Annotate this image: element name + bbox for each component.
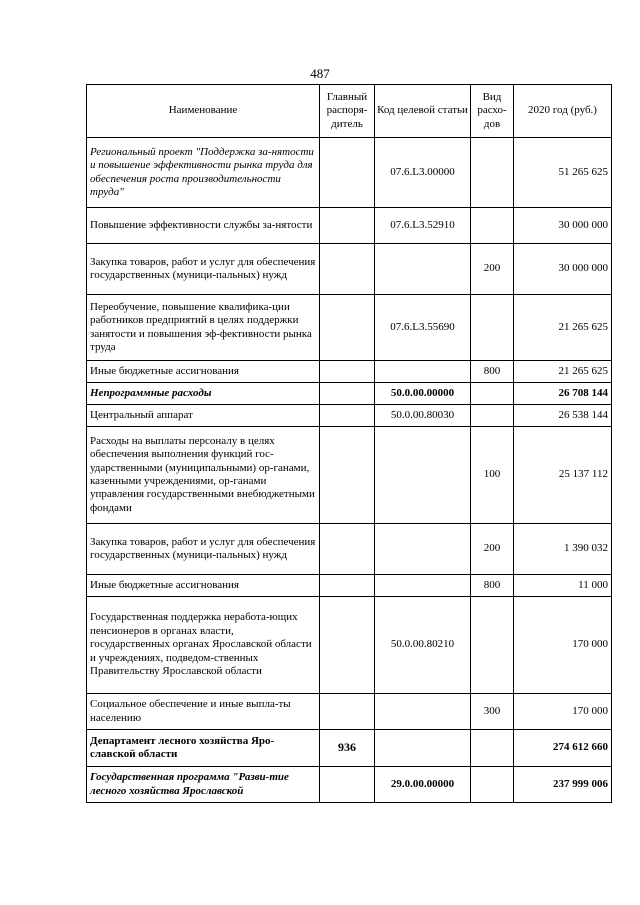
row-kind: 300 bbox=[471, 694, 514, 730]
row-amount: 25 137 112 bbox=[514, 427, 612, 524]
table-body bbox=[87, 138, 612, 803]
row-code bbox=[375, 575, 471, 597]
row-code bbox=[375, 694, 471, 730]
row-amount: 170 000 bbox=[514, 597, 612, 694]
table-row bbox=[87, 208, 612, 244]
row-admin bbox=[320, 208, 375, 244]
row-name: Иные бюджетные ассигнования bbox=[87, 575, 320, 597]
row-name: Переобучение, повышение квалифика-ции работников предприятий в целях поддержки занятости и повышения эф-фективности рынка труда bbox=[87, 295, 320, 361]
row-code: 50.0.00.00000 bbox=[375, 383, 471, 405]
row-kind: 200 bbox=[471, 244, 514, 295]
row-name: Иные бюджетные ассигнования bbox=[87, 361, 320, 383]
row-kind: 800 bbox=[471, 575, 514, 597]
table-row bbox=[87, 767, 612, 803]
row-admin bbox=[320, 405, 375, 427]
row-name: Государственная программа "Разви-тие лесного хозяйства Ярославской bbox=[87, 767, 320, 803]
row-amount: 274 612 660 bbox=[514, 730, 612, 767]
row-admin bbox=[320, 295, 375, 361]
row-amount: 51 265 625 bbox=[514, 138, 612, 208]
row-name: Закупка товаров, работ и услуг для обеспечения государственных (муници-пальных) нужд bbox=[87, 524, 320, 575]
row-name: Социальное обеспечение и иные выпла-ты населению bbox=[87, 694, 320, 730]
row-admin bbox=[320, 597, 375, 694]
row-code: 29.0.00.00000 bbox=[375, 767, 471, 803]
table-row bbox=[87, 405, 612, 427]
table-row bbox=[87, 694, 612, 730]
table-row bbox=[87, 244, 612, 295]
row-code: 50.0.00.80030 bbox=[375, 405, 471, 427]
row-name: Закупка товаров, работ и услуг для обеспечения государственных (муници-пальных) нужд bbox=[87, 244, 320, 295]
table-row bbox=[87, 730, 612, 767]
header-code: Код целевой статьи bbox=[375, 85, 471, 138]
row-code bbox=[375, 244, 471, 295]
table-header bbox=[87, 85, 612, 138]
row-amount: 170 000 bbox=[514, 694, 612, 730]
row-amount: 30 000 000 bbox=[514, 244, 612, 295]
table-row bbox=[87, 383, 612, 405]
header-row bbox=[87, 85, 612, 138]
row-kind bbox=[471, 597, 514, 694]
row-code: 07.6.L3.00000 bbox=[375, 138, 471, 208]
row-kind bbox=[471, 208, 514, 244]
row-amount: 11 000 bbox=[514, 575, 612, 597]
budget-table bbox=[86, 84, 612, 803]
row-kind bbox=[471, 767, 514, 803]
row-code bbox=[375, 524, 471, 575]
row-admin bbox=[320, 138, 375, 208]
row-name: Региональный проект "Поддержка за-нятости и повышение эффективности рынка труда для обеспечения роста производительности труда" bbox=[87, 138, 320, 208]
row-amount: 21 265 625 bbox=[514, 295, 612, 361]
row-kind: 200 bbox=[471, 524, 514, 575]
row-amount: 21 265 625 bbox=[514, 361, 612, 383]
header-amount: 2020 год (руб.) bbox=[514, 85, 612, 138]
table-row bbox=[87, 295, 612, 361]
row-code bbox=[375, 361, 471, 383]
page-number: 487 bbox=[310, 66, 330, 81]
row-admin bbox=[320, 383, 375, 405]
row-name: Департамент лесного хозяйства Яро-славской области bbox=[87, 730, 320, 767]
row-admin bbox=[320, 524, 375, 575]
table-row bbox=[87, 597, 612, 694]
row-name: Центральный аппарат bbox=[87, 405, 320, 427]
row-name: Непрограммные расходы bbox=[87, 383, 320, 405]
table-row bbox=[87, 361, 612, 383]
row-kind bbox=[471, 138, 514, 208]
row-code bbox=[375, 730, 471, 767]
row-admin bbox=[320, 427, 375, 524]
header-admin: Главный распоря-дитель bbox=[320, 85, 375, 138]
row-kind: 800 bbox=[471, 361, 514, 383]
table-row bbox=[87, 138, 612, 208]
row-admin bbox=[320, 694, 375, 730]
header-kind: Вид расхо-дов bbox=[471, 85, 514, 138]
row-amount: 30 000 000 bbox=[514, 208, 612, 244]
row-kind bbox=[471, 730, 514, 767]
row-code: 07.6.L3.52910 bbox=[375, 208, 471, 244]
table-row bbox=[87, 575, 612, 597]
row-admin bbox=[320, 575, 375, 597]
row-admin bbox=[320, 244, 375, 295]
row-name: Расходы на выплаты персоналу в целях обеспечения выполнения функций гос-ударственными (муниципальными) ор-ганами, казенными учреждениями, ор-ганами управления государственными внебюджетными фондами bbox=[87, 427, 320, 524]
row-kind bbox=[471, 383, 514, 405]
table-row bbox=[87, 524, 612, 575]
row-admin bbox=[320, 767, 375, 803]
row-kind bbox=[471, 405, 514, 427]
header-name: Наименование bbox=[87, 85, 320, 138]
row-amount: 26 708 144 bbox=[514, 383, 612, 405]
row-amount: 26 538 144 bbox=[514, 405, 612, 427]
row-amount: 237 999 006 bbox=[514, 767, 612, 803]
row-admin: 936 bbox=[320, 730, 375, 767]
row-code: 50.0.00.80210 bbox=[375, 597, 471, 694]
row-name: Повышение эффективности службы за-нятости bbox=[87, 208, 320, 244]
row-code: 07.6.L3.55690 bbox=[375, 295, 471, 361]
row-code bbox=[375, 427, 471, 524]
table-row bbox=[87, 427, 612, 524]
row-kind: 100 bbox=[471, 427, 514, 524]
row-name: Государственная поддержка неработа-ющих пенсионеров в органах власти, государственных органах Ярославской области и учреждениях, подведом-ственных Правительству Ярославской области bbox=[87, 597, 320, 694]
row-amount: 1 390 032 bbox=[514, 524, 612, 575]
row-kind bbox=[471, 295, 514, 361]
row-admin bbox=[320, 361, 375, 383]
